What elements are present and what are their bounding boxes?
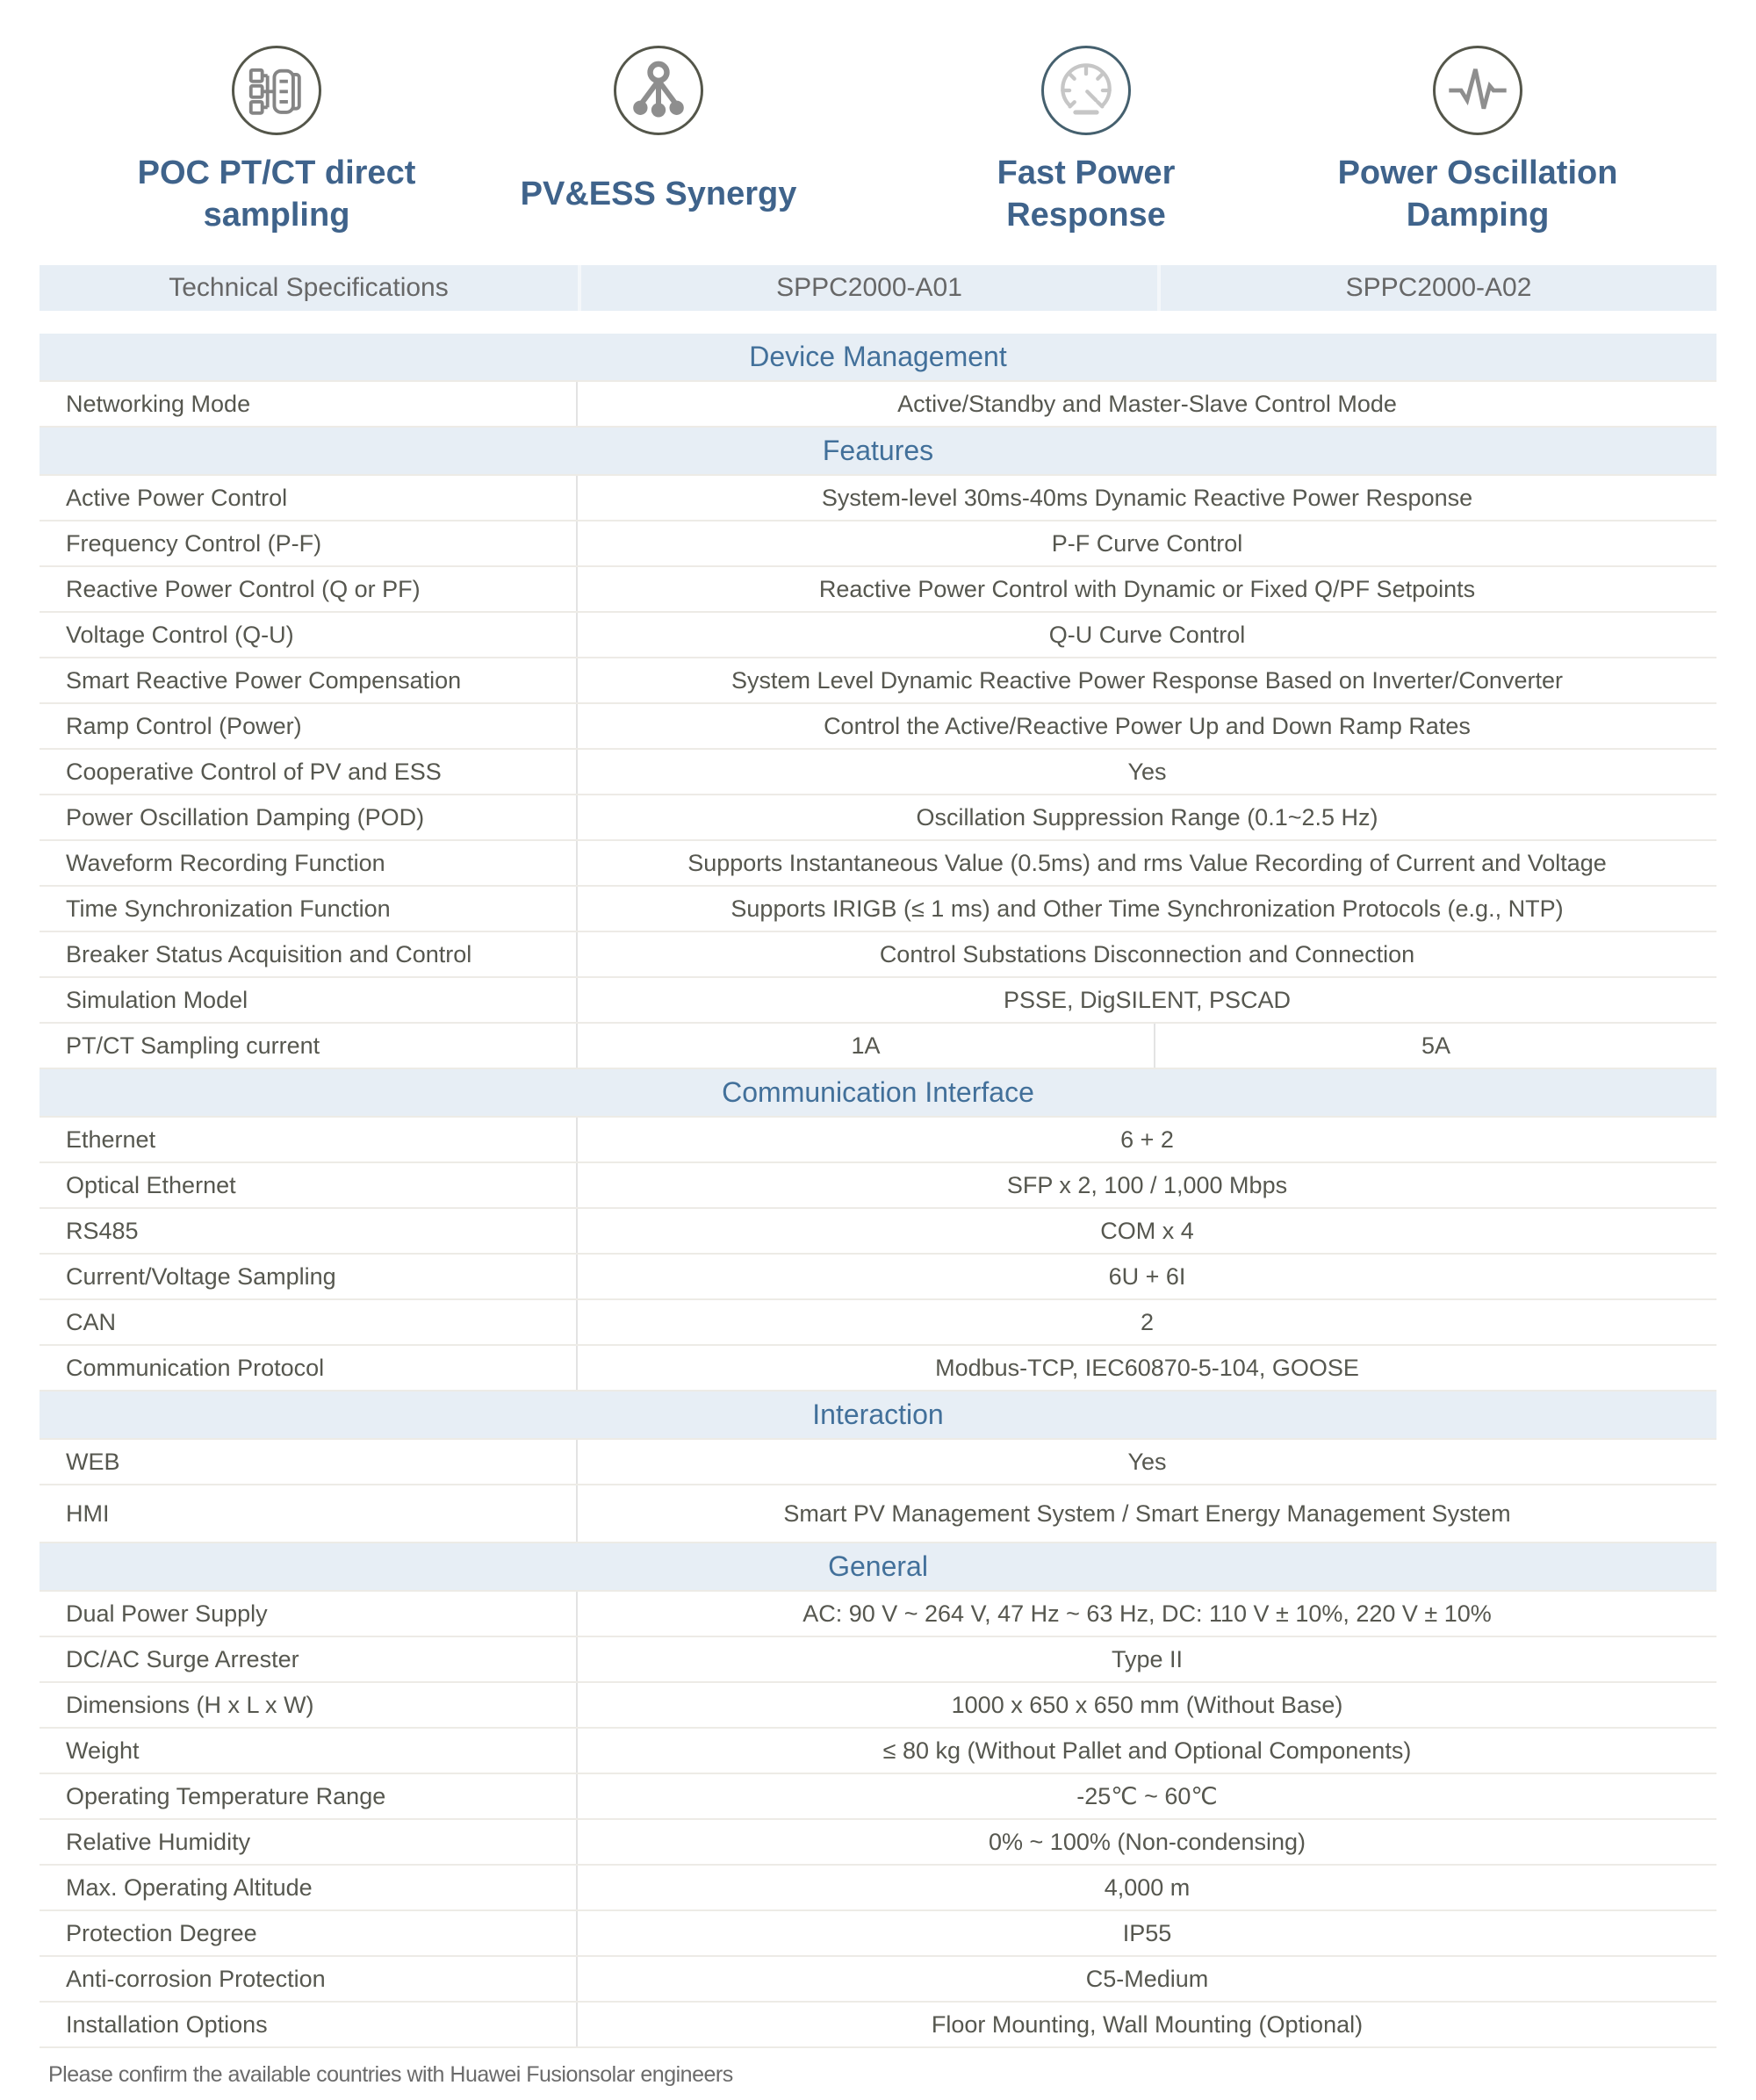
spec-value: Yes <box>1127 758 1167 785</box>
spec-row-operating-temperature-range <box>40 1774 1716 1820</box>
spec-label: Breaker Status Acquisition and Control <box>40 932 578 976</box>
spec-label: Anti-corrosion Protection <box>40 1957 578 2001</box>
section-title-interaction: Interaction <box>40 1392 1716 1440</box>
spec-row-voltage-control-q-u <box>40 613 1716 658</box>
spec-label: Voltage Control (Q-U) <box>40 613 578 657</box>
fast-power-gauge-icon <box>1041 46 1131 135</box>
section-title-device-management: Device Management <box>40 334 1716 382</box>
spec-label: Ramp Control (Power) <box>40 704 578 748</box>
spec-value: P-F Curve Control <box>1051 529 1243 557</box>
spec-table-header <box>40 265 1716 311</box>
spec-value: System Level Dynamic Reactive Power Response Based on Inverter/Converter <box>731 666 1563 694</box>
spec-row-dual-power-supply <box>40 1592 1716 1637</box>
section-title-communication-interface: Communication Interface <box>40 1069 1716 1118</box>
banner-label: Fast Power Response <box>997 155 1176 234</box>
section-communication-interface <box>40 1069 1716 1392</box>
banner-item-power-oscillation-damping <box>1289 0 1666 244</box>
spec-row-optical-ethernet <box>40 1163 1716 1209</box>
spec-label: Installation Options <box>40 2003 578 2046</box>
spec-label: Max. Operating Altitude <box>40 1866 578 1909</box>
spec-value: Reactive Power Control with Dynamic or Fixed Q/PF Setpoints <box>818 575 1476 602</box>
spec-row-ethernet <box>40 1118 1716 1163</box>
spec-row-active-power-control <box>40 476 1716 521</box>
spec-row-simulation-model <box>40 978 1716 1024</box>
spec-value: Yes <box>1127 1448 1167 1475</box>
spec-label: Time Synchronization Function <box>40 887 578 931</box>
spec-row-smart-reactive-power-compensation <box>40 658 1716 704</box>
spec-value: 1000 x 650 x 650 mm (Without Base) <box>951 1691 1343 1718</box>
spec-row-web <box>40 1440 1716 1485</box>
spec-label: Operating Temperature Range <box>40 1774 578 1818</box>
spec-table-body <box>40 334 1716 2048</box>
section-features <box>40 428 1716 1069</box>
spec-row-communication-protocol <box>40 1346 1716 1392</box>
footnote: Please confirm the available countries with Huawei Fusionsolar engineers <box>48 2062 733 2087</box>
pv-ess-synergy-icon <box>614 46 703 135</box>
spec-label: WEB <box>40 1440 578 1484</box>
banner-item-poc-sampling <box>88 0 465 244</box>
spec-value: Q-U Curve Control <box>1048 621 1246 648</box>
spec-row-breaker-status-acquisition-and-control <box>40 932 1716 978</box>
spec-value: 4,000 m <box>1104 1873 1191 1901</box>
spec-label: Current/Voltage Sampling <box>40 1255 578 1298</box>
spec-value-col1: 1A <box>578 1024 1155 1068</box>
spec-value-col2: 5A <box>1421 1032 1451 1059</box>
spec-label: Dimensions (H x L x W) <box>40 1683 578 1727</box>
section-device-management <box>40 334 1716 428</box>
spec-row-ramp-control-power <box>40 704 1716 750</box>
spec-label: PT/CT Sampling current <box>40 1024 578 1068</box>
spec-row-dc-ac-surge-arrester <box>40 1637 1716 1683</box>
spec-row-max-operating-altitude <box>40 1866 1716 1911</box>
spec-value: SFP x 2, 100 / 1,000 Mbps <box>1006 1171 1288 1198</box>
header-gap <box>40 311 1716 334</box>
spec-label: CAN <box>40 1300 578 1344</box>
section-general <box>40 1543 1716 2048</box>
spec-value: -25℃ ~ 60℃ <box>1076 1782 1218 1809</box>
banner-label: PV&ESS Synergy <box>520 176 797 213</box>
spec-row-time-synchronization-function <box>40 887 1716 932</box>
spec-label: RS485 <box>40 1209 578 1253</box>
spec-label: HMI <box>40 1485 578 1542</box>
spec-label: Power Oscillation Damping (POD) <box>40 795 578 839</box>
spec-value: 6 + 2 <box>1120 1126 1174 1153</box>
spec-label: DC/AC Surge Arrester <box>40 1637 578 1681</box>
spec-value: Control the Active/Reactive Power Up and Down Ramp Rates <box>824 712 1471 739</box>
spec-label: Networking Mode <box>40 382 578 426</box>
spec-label: Cooperative Control of PV and ESS <box>40 750 578 794</box>
spec-value: Oscillation Suppression Range (0.1~2.5 Hz) <box>916 803 1378 831</box>
spec-value: Type II <box>1111 1645 1184 1672</box>
spec-value: Active/Standby and Master-Slave Control Mode <box>897 390 1397 417</box>
spec-label: Ethernet <box>40 1118 578 1161</box>
spec-label: Communication Protocol <box>40 1346 578 1390</box>
spec-value: C5-Medium <box>1085 1965 1209 1992</box>
spec-value: 6U + 6I <box>1108 1262 1186 1290</box>
spec-label: Protection Degree <box>40 1911 578 1955</box>
spec-row-cooperative-control-of-pv-and-ess <box>40 750 1716 795</box>
spec-value: Supports IRIGB (≤ 1 ms) and Other Time Synchronization Protocols (e.g., NTP) <box>730 895 1564 922</box>
spec-value: Supports Instantaneous Value (0.5ms) and rms Value Recording of Current and Voltage <box>687 849 1607 876</box>
spec-row-protection-degree <box>40 1911 1716 1957</box>
spec-value: Floor Mounting, Wall Mounting (Optional) <box>931 2010 1364 2038</box>
spec-value: 0% ~ 100% (Non-condensing) <box>989 1828 1306 1855</box>
spec-value: Control Substations Disconnection and Connection <box>879 940 1415 967</box>
spec-value: System-level 30ms-40ms Dynamic Reactive Power Response <box>821 484 1473 511</box>
section-title-features: Features <box>40 428 1716 476</box>
spec-value: ≤ 80 kg (Without Pallet and Optional Components) <box>882 1737 1412 1764</box>
spec-value: PSSE, DigSILENT, PSCAD <box>1003 986 1292 1013</box>
spec-row-waveform-recording-function <box>40 841 1716 887</box>
banner-item-pv-ess-synergy <box>470 0 847 244</box>
spec-row-current-voltage-sampling <box>40 1255 1716 1300</box>
spec-label: Frequency Control (P-F) <box>40 521 578 565</box>
spec-row-power-oscillation-damping-pod <box>40 795 1716 841</box>
spec-value: IP55 <box>1122 1919 1172 1946</box>
spec-row-rs485 <box>40 1209 1716 1255</box>
spec-row-pt-ct-sampling-current <box>40 1024 1716 1069</box>
spec-label: Weight <box>40 1729 578 1773</box>
spec-row-frequency-control-p-f <box>40 521 1716 567</box>
header-cell-model-a01: SPPC2000-A01 <box>578 265 1157 311</box>
spec-row-hmi <box>40 1485 1716 1543</box>
spec-row-can <box>40 1300 1716 1346</box>
spec-row-relative-humidity <box>40 1820 1716 1866</box>
spec-row-dimensions-h-x-l-x-w <box>40 1683 1716 1729</box>
header-cell-model-a02: SPPC2000-A02 <box>1157 265 1716 311</box>
spec-label: Simulation Model <box>40 978 578 1022</box>
spec-row-anti-corrosion-protection <box>40 1957 1716 2003</box>
spec-row-weight <box>40 1729 1716 1774</box>
power-oscillation-icon <box>1433 46 1522 135</box>
banner-label: Power Oscillation Damping <box>1337 155 1618 234</box>
spec-label: Reactive Power Control (Q or PF) <box>40 567 578 611</box>
spec-table <box>40 265 1716 2048</box>
spec-row-networking-mode <box>40 382 1716 428</box>
spec-label: Active Power Control <box>40 476 578 520</box>
section-interaction <box>40 1392 1716 1543</box>
header-cell-title: Technical Specifications <box>169 273 449 302</box>
spec-value: AC: 90 V ~ 264 V, 47 Hz ~ 63 Hz, DC: 110 V ± 10%, 220 V ± 10% <box>802 1600 1492 1627</box>
section-title-general: General <box>40 1543 1716 1592</box>
banner-item-fast-power-response <box>897 0 1275 244</box>
spec-label: Waveform Recording Function <box>40 841 578 885</box>
feature-banner <box>0 0 1756 265</box>
poc-pt-ct-sampling-icon <box>232 46 321 135</box>
spec-label: Relative Humidity <box>40 1820 578 1864</box>
spec-value: Modbus-TCP, IEC60870-5-104, GOOSE <box>935 1354 1359 1381</box>
spec-value: Smart PV Management System / Smart Energy Management System <box>783 1499 1511 1527</box>
spec-row-installation-options <box>40 2003 1716 2048</box>
spec-label: Smart Reactive Power Compensation <box>40 658 578 702</box>
banner-label: POC PT/CT direct sampling <box>137 155 416 234</box>
spec-row-reactive-power-control-q-or-pf <box>40 567 1716 613</box>
spec-value: COM x 4 <box>1100 1217 1194 1244</box>
spec-label: Dual Power Supply <box>40 1592 578 1636</box>
spec-label: Optical Ethernet <box>40 1163 578 1207</box>
spec-value: 2 <box>1140 1308 1155 1335</box>
